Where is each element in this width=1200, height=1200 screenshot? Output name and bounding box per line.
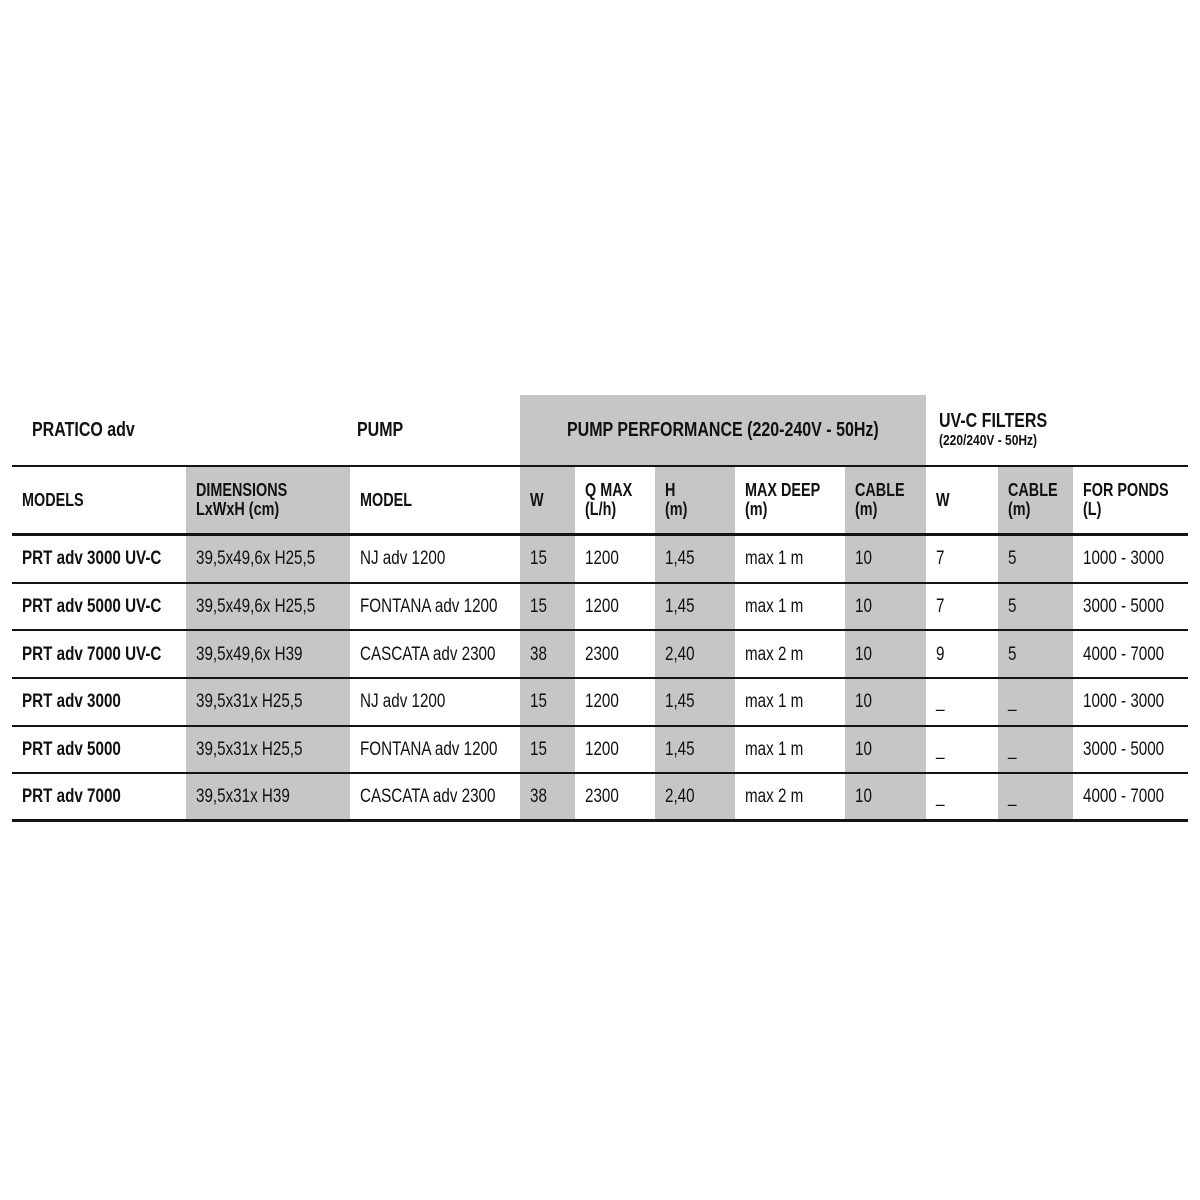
cell-dimensions: 39,5x49,6x H39 <box>186 631 350 677</box>
table-row <box>12 727 1188 775</box>
cell-pump-model: NJ adv 1200 <box>360 691 446 713</box>
pump-group-label: PUMP <box>357 418 404 441</box>
cell-qmax: 1200 <box>585 595 619 617</box>
cell-qmax: 1200 <box>585 548 619 570</box>
table-row <box>12 536 1188 584</box>
cell-max-deep: max 2 m <box>745 786 804 808</box>
cell-h: 1,45 <box>655 727 735 773</box>
cell-uvc-w: 7 <box>936 595 945 617</box>
cell-h: 1,45 <box>655 536 735 582</box>
cell-h: 2,40 <box>655 774 735 819</box>
cell-pump-w: 15 <box>520 679 575 725</box>
cell-model-name: PRT adv 5000 <box>22 738 121 760</box>
col-header-h: H (m) <box>655 467 735 533</box>
cell-uvc-cable: 5 <box>998 536 1073 582</box>
col-header-for-ponds: FOR PONDS (L) <box>1083 480 1169 519</box>
cell-uvc-w: _ <box>936 738 945 760</box>
pump-performance-label: PUMP PERFORMANCE (220-240V - 50Hz) <box>567 418 879 441</box>
col-header-cable: CABLE (m) <box>845 467 926 533</box>
col-header-model: MODEL <box>360 489 412 510</box>
col-header-models: MODELS <box>22 489 84 510</box>
cell-cable: 10 <box>845 679 926 725</box>
cell-pump-w: 15 <box>520 584 575 630</box>
cell-for-ponds: 1000 - 3000 <box>1083 548 1165 570</box>
cell-dimensions: 39,5x31x H39 <box>186 774 350 819</box>
table-row <box>12 584 1188 632</box>
cell-max-deep: max 1 m <box>745 691 804 713</box>
cell-for-ponds: 1000 - 3000 <box>1083 691 1165 713</box>
cell-uvc-cable: _ <box>998 727 1073 773</box>
cell-pump-model: CASCATA adv 2300 <box>360 643 496 665</box>
cell-model-name: PRT adv 3000 UV-C <box>22 548 162 570</box>
col-header-uvc-w: W <box>936 489 950 510</box>
cell-pump-w: 15 <box>520 727 575 773</box>
col-header-max-deep: MAX DEEP (m) <box>745 480 821 519</box>
cell-max-deep: max 1 m <box>745 595 804 617</box>
group-header-pump-performance <box>520 395 926 465</box>
cell-for-ponds: 4000 - 7000 <box>1083 643 1165 665</box>
cell-uvc-w: 9 <box>936 643 945 665</box>
cell-model-name: PRT adv 5000 UV-C <box>22 595 162 617</box>
col-header-dimensions: DIMENSIONS LxWxH (cm) <box>186 467 350 533</box>
group-header-row <box>12 395 1188 467</box>
cell-uvc-w: _ <box>936 786 945 808</box>
cell-cable: 10 <box>845 727 926 773</box>
cell-pump-model: CASCATA adv 2300 <box>360 786 496 808</box>
cell-max-deep: max 1 m <box>745 738 804 760</box>
cell-uvc-w: _ <box>936 691 945 713</box>
col-header-pump-w: W <box>520 467 575 533</box>
cell-dimensions: 39,5x31x H25,5 <box>186 727 350 773</box>
cell-for-ponds: 3000 - 5000 <box>1083 595 1165 617</box>
cell-h: 1,45 <box>655 679 735 725</box>
cell-max-deep: max 1 m <box>745 548 804 570</box>
cell-pump-model: FONTANA adv 1200 <box>360 595 498 617</box>
table-row <box>12 774 1188 822</box>
column-header-row <box>12 467 1188 536</box>
cell-h: 2,40 <box>655 631 735 677</box>
product-spec-sheet <box>12 395 1188 822</box>
cell-dimensions: 39,5x31x H25,5 <box>186 679 350 725</box>
cell-pump-model: NJ adv 1200 <box>360 548 446 570</box>
cell-uvc-cable: 5 <box>998 584 1073 630</box>
cell-dimensions: 39,5x49,6x H25,5 <box>186 536 350 582</box>
cell-uvc-cable: _ <box>998 679 1073 725</box>
cell-pump-w: 38 <box>520 631 575 677</box>
col-header-uvc-cable: CABLE (m) <box>998 467 1073 533</box>
cell-for-ponds: 4000 - 7000 <box>1083 786 1165 808</box>
series-title: PRATICO adv <box>32 418 135 441</box>
cell-qmax: 1200 <box>585 738 619 760</box>
cell-model-name: PRT adv 7000 <box>22 786 121 808</box>
cell-uvc-cable: _ <box>998 774 1073 819</box>
cell-qmax: 2300 <box>585 786 619 808</box>
uvc-filters-title: UV-C FILTERS <box>939 410 1048 433</box>
cell-max-deep: max 2 m <box>745 643 804 665</box>
table-row <box>12 631 1188 679</box>
cell-qmax: 2300 <box>585 643 619 665</box>
cell-qmax: 1200 <box>585 691 619 713</box>
table-row <box>12 679 1188 727</box>
cell-cable: 10 <box>845 774 926 819</box>
cell-dimensions: 39,5x49,6x H25,5 <box>186 584 350 630</box>
cell-pump-w: 15 <box>520 536 575 582</box>
cell-model-name: PRT adv 7000 UV-C <box>22 643 162 665</box>
group-header-pratico <box>12 395 350 465</box>
group-header-pump <box>350 395 520 465</box>
cell-uvc-cable: 5 <box>998 631 1073 677</box>
cell-for-ponds: 3000 - 5000 <box>1083 738 1165 760</box>
cell-pump-w: 38 <box>520 774 575 819</box>
uvc-filters-subtitle: (220/240V - 50Hz) <box>939 431 1038 449</box>
cell-cable: 10 <box>845 584 926 630</box>
cell-h: 1,45 <box>655 584 735 630</box>
cell-uvc-w: 7 <box>936 548 945 570</box>
cell-pump-model: FONTANA adv 1200 <box>360 738 498 760</box>
group-header-uvc-filters <box>926 395 1188 465</box>
cell-cable: 10 <box>845 631 926 677</box>
cell-model-name: PRT adv 3000 <box>22 691 121 713</box>
col-header-qmax: Q MAX (L/h) <box>585 480 633 519</box>
cell-cable: 10 <box>845 536 926 582</box>
